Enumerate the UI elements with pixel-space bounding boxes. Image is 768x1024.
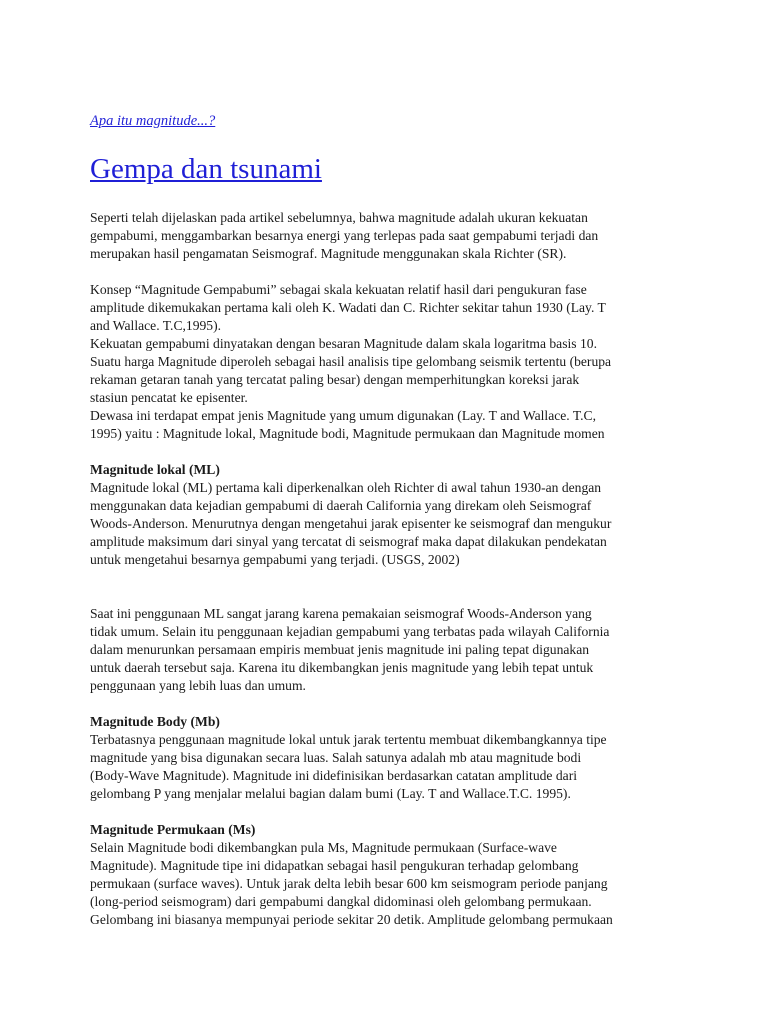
paragraph-line: Woods-Anderson. Menurutnya dengan mengetahui jarak episenter ke seismograf dan mengukur <box>90 516 612 531</box>
paragraph-line: penggunaan yang lebih luas dan umum. <box>90 678 306 693</box>
paragraph-line: Gelombang ini biasanya mempunyai periode sekitar 20 detik. Amplitude gelombang permukaan <box>90 912 613 927</box>
paragraph-line: permukaan (surface waves). Untuk jarak delta lebih besar 600 km seismogram periode panjang <box>90 876 608 891</box>
document-page <box>90 112 670 929</box>
page-title[interactable]: Gempa dan tsunami <box>90 153 322 185</box>
paragraph-line: Magnitude lokal (ML) pertama kali diperkenalkan oleh Richter di awal tahun 1930-an dengan <box>90 480 602 495</box>
paragraph-konsep <box>90 281 670 443</box>
paragraph-line: stasiun pencatat ke episenter. <box>90 390 248 405</box>
paragraph-line: (long-period seismogram) dari gempabumi dangkal didominasi oleh gelombang permukaan. <box>90 894 592 909</box>
paragraph-line: 1995) yaitu : Magnitude lokal, Magnitude bodi, Magnitude permukaan dan Magnitude momen <box>90 426 605 441</box>
paragraph-line: untuk daerah tersebut saja. Karena itu dikembangkan jenis magnitude yang lebih tepat untuk <box>90 660 594 675</box>
paragraph-ml-usage <box>90 605 670 695</box>
paragraph-line: Selain Magnitude bodi dikembangkan pula Ms, Magnitude permukaan (Surface-wave <box>90 840 557 855</box>
paragraph-line: dalam menurunkan persamaan empiris membuat jenis magnitude ini paling tepat digunakan <box>90 642 590 657</box>
paragraph-line: Suatu harga Magnitude diperoleh sebagai hasil analisis tipe gelombang seismik tertentu (berupa <box>90 354 612 369</box>
paragraph-line: amplitude dikemukakan pertama kali oleh K. Wadati dan C. Richter sekitar tahun 1930 (Lay. T <box>90 300 606 315</box>
spacer <box>90 695 670 713</box>
paragraph-lokal <box>90 479 670 569</box>
paragraph-line: gelombang P yang menjalar melalui bagian dalam bumi (Lay. T and Wallace.T.C. 1995). <box>90 786 571 801</box>
paragraph-line: untuk mengetahui besarnya gempabumi yang terjadi. (USGS, 2002) <box>90 552 460 567</box>
paragraph-line: Kekuatan gempabumi dinyatakan dengan besaran Magnitude dalam skala logaritma basis 10. <box>90 336 597 351</box>
spacer <box>90 187 670 209</box>
spacer <box>90 803 670 821</box>
heading-magnitude-body: Magnitude Body (Mb) <box>90 714 220 729</box>
paragraph-line: and Wallace. T.C,1995). <box>90 318 222 333</box>
paragraph-line: tidak umum. Selain itu penggunaan kejadian gempabumi yang terbatas pada wilayah California <box>90 624 610 639</box>
paragraph-line: rekaman getaran tanah yang tercatat paling besar) dengan memperhitungkan koreksi jarak <box>90 372 580 387</box>
paragraph-line: Terbatasnya penggunaan magnitude lokal untuk jarak tertentu membuat dikembangkannya tipe <box>90 732 607 747</box>
paragraph-line: Saat ini penggunaan ML sangat jarang karena pemakaian seismograf Woods-Anderson yang <box>90 606 592 621</box>
paragraph-line: merupakan hasil pengamatan Seismograf. Magnitude menggunakan skala Richter (SR). <box>90 246 567 261</box>
paragraph-intro <box>90 209 670 263</box>
spacer <box>90 443 670 461</box>
spacer <box>90 569 670 605</box>
paragraph-line: menggunakan data kejadian gempabumi di daerah California yang direkam oleh Seismograf <box>90 498 592 513</box>
paragraph-body <box>90 731 670 803</box>
top-link[interactable]: Apa itu magnitude...? <box>90 113 216 129</box>
paragraph-line: gempabumi, menggambarkan besarnya energi yang terlepas pada saat gempabumi terjadi dan <box>90 228 599 243</box>
heading-magnitude-permukaan: Magnitude Permukaan (Ms) <box>90 822 256 837</box>
paragraph-line: Magnitude). Magnitude tipe ini didapatkan sebagai hasil pengukuran terhadap gelombang <box>90 858 579 873</box>
paragraph-line: Seperti telah dijelaskan pada artikel sebelumnya, bahwa magnitude adalah ukuran kekuatan <box>90 210 588 225</box>
paragraph-line: Dewasa ini terdapat empat jenis Magnitude yang umum digunakan (Lay. T and Wallace. T.C, <box>90 408 597 423</box>
paragraph-line: (Body-Wave Magnitude). Magnitude ini didefinisikan berdasarkan catatan amplitude dari <box>90 768 577 783</box>
paragraph-permukaan <box>90 839 670 929</box>
paragraph-line: amplitude maksimum dari sinyal yang tercatat di seismograf maka dapat dilakukan pendekatan <box>90 534 607 549</box>
paragraph-line: magnitude yang bisa digunakan secara luas. Salah satunya adalah mb atau magnitude bodi <box>90 750 582 765</box>
spacer <box>90 263 670 281</box>
heading-magnitude-lokal: Magnitude lokal (ML) <box>90 462 220 477</box>
paragraph-line: Konsep “Magnitude Gempabumi” sebagai skala kekuatan relatif hasil dari pengukuran fase <box>90 282 587 297</box>
